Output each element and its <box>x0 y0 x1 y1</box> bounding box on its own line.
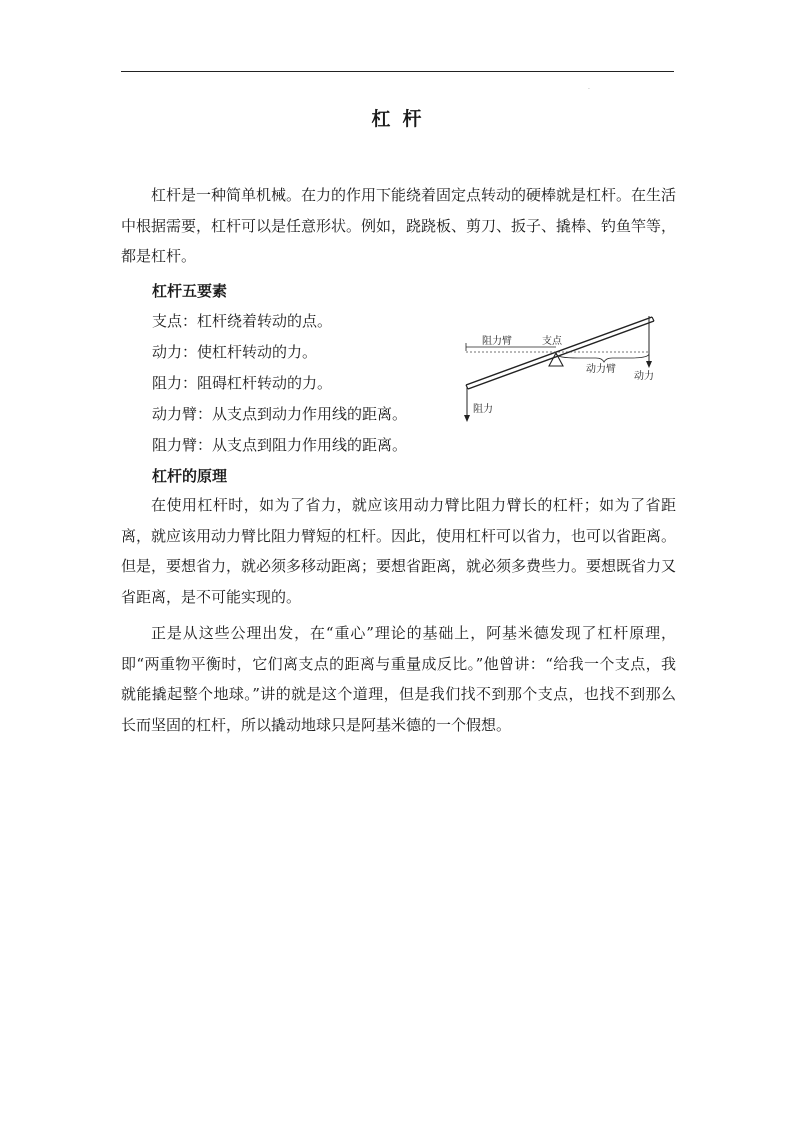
principle-paragraph-2: 正是从这些公理出发，在“重心”理论的基础上，阿基米德发现了杠杆原理，即“两重物平衡时，它们离支点的距离与重量成反比。”他曾讲：“给我一个支点，我就能撬起整个地球。”讲的就是这个道理，但是我们找不到那个支点，也找不到那么长而坚固的杠杆，所以撬动地球只是阿基米德的一个假想。 <box>121 624 676 734</box>
section-heading-five-elements: 杠杆五要素 <box>152 282 228 300</box>
label-resistance: 阻力 <box>473 404 493 415</box>
principle-paragraph-1: 在使用杠杆时，如为了省力，就应该用动力臂比阻力臂长的杠杆；如为了省距离，就应该用动力臂比阻力臂短的杠杆。因此，使用杠杆可以省力，也可以省距离。但是，要想省力，就必须多移动距离；要想省距离，就必须多费些力。要想既省力又省距离，是不可能实现的。 <box>121 496 677 606</box>
page-title: 杠杆 <box>371 108 434 130</box>
definition-effort-arm: 动力臂：从支点到动力作用线的距离。 <box>152 405 408 423</box>
lever-bar <box>466 317 652 385</box>
section-heading-principle: 杠杆的原理 <box>152 467 228 485</box>
lever-diagram <box>460 312 665 427</box>
definition-fulcrum: 支点：杠杆绕着转动的点。 <box>152 312 333 330</box>
label-fulcrum: 支点 <box>542 336 562 347</box>
label-effort-arm: 动力臂 <box>586 364 616 375</box>
header-corner-mark: . <box>588 84 590 91</box>
definition-resistance-arm: 阻力臂：从支点到阻力作用线的距离。 <box>152 436 408 454</box>
label-resistance-arm: 阻力臂 <box>482 336 512 347</box>
header-rule <box>121 71 674 72</box>
definition-effort: 动力：使杠杆转动的力。 <box>152 343 318 361</box>
definition-resistance: 阻力：阻碍杠杆转动的力。 <box>152 374 333 392</box>
label-effort: 动力 <box>634 371 654 382</box>
intro-paragraph: 杠杆是一种简单机械。在力的作用下能绕着固定点转动的硬棒就是杠杆。在生活中根据需要，杠杆可以是任意形状。例如，跷跷板、剪刀、扳子、撬棒、钓鱼竿等，都是杠杆。 <box>121 186 677 265</box>
